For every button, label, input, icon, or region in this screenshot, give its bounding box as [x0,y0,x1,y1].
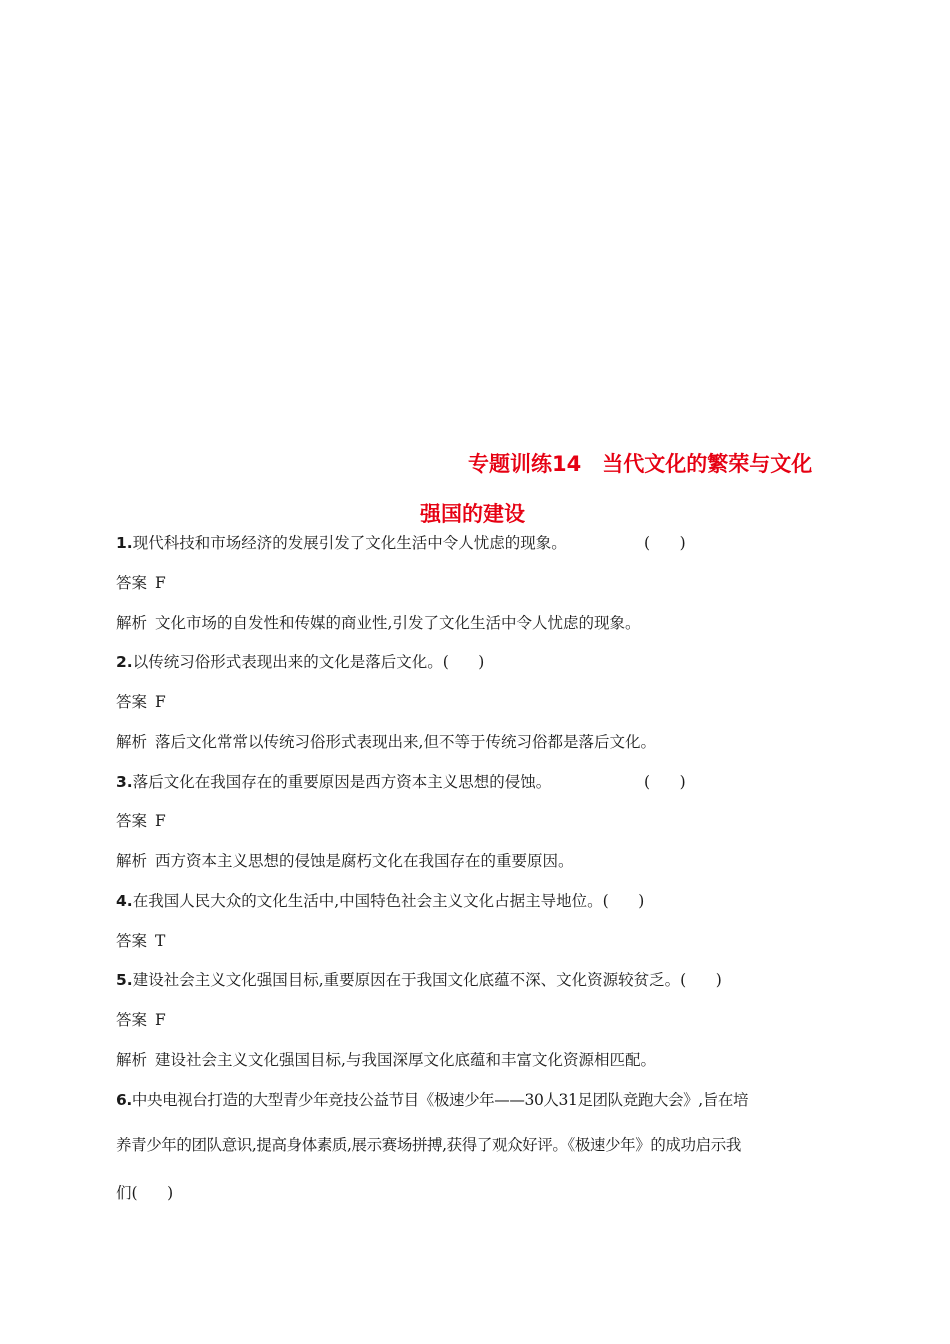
analysis-text: 建设社会主义文化强国目标,与我国深厚文化底蕴和丰富文化资源相匹配。 [155,1051,656,1069]
analysis-label: 解析 [116,1051,148,1069]
answer-row [116,691,166,713]
analysis-row [116,850,574,872]
question-6 [116,1089,748,1111]
question-number: 1. [116,534,133,552]
answer-label: 答案 [116,574,148,592]
answer-parenthesis: ( ) [644,773,686,791]
answer-label: 答案 [116,693,148,711]
question-5 [116,969,722,991]
analysis-row [116,612,640,634]
answer-row [116,572,166,594]
answer-value: T [155,932,166,950]
analysis-text: 落后文化常常以传统习俗形式表现出来,但不等于传统习俗都是落后文化。 [155,733,656,751]
question-text-line-3: 们 [116,1184,132,1202]
question-text: 落后文化在我国存在的重要原因是西方资本主义思想的侵蚀。 [132,773,552,791]
question-6-line-2: 养青少年的团队意识,提高身体素质,展示赛场拼搏,获得了观众好评。《极速少年》的成功启示我 [116,1136,741,1154]
question-number: 6. [116,1091,132,1109]
question-text: 建设社会主义文化强国目标,重要原因在于我国文化底蕴不深、文化资源较贫乏。 [132,971,681,989]
question-text: 在我国人民大众的文化生活中,中国特色社会主义文化占据主导地位。 [132,892,603,910]
question-3 [116,771,551,793]
question-text-line-1: 中央电视台打造的大型青少年竞技公益节目《极速少年——30人31足团队竞跑大会》,旨在培 [131,1091,749,1109]
analysis-row [116,1049,656,1071]
question-text: 以传统习俗形式表现出来的文化是落后文化。 [132,653,443,671]
question-4 [116,890,644,912]
question-number: 4. [116,892,133,910]
answer-parenthesis: ( ) [602,892,645,910]
answer-parenthesis: ( ) [131,1184,174,1202]
question-1 [116,532,567,554]
title-line-1: 专题训练14 当代文化的繁荣与文化 [468,452,813,476]
question-text: 现代科技和市场经济的发展引发了文化生活中令人忧虑的现象。 [132,534,567,552]
answer-value: F [155,1011,166,1029]
question-number: 3. [116,773,133,791]
analysis-row [116,731,656,753]
answer-label: 答案 [116,932,148,950]
analysis-text: 西方资本主义思想的侵蚀是腐朽文化在我国存在的重要原因。 [155,852,574,870]
analysis-label: 解析 [116,852,148,870]
answer-value: F [155,812,166,830]
answer-parenthesis: ( ) [680,971,722,989]
answer-row [116,810,166,832]
analysis-label: 解析 [116,614,148,632]
question-number: 5. [116,971,133,989]
answer-value: F [155,693,166,711]
answer-row [116,1009,166,1031]
answer-label: 答案 [116,812,148,830]
answer-value: F [155,574,166,592]
answer-label: 答案 [116,1011,148,1029]
answer-parenthesis: ( ) [644,534,686,552]
question-2 [116,651,484,673]
question-number: 2. [116,653,133,671]
title-line-2: 强国的建设 [420,502,525,526]
answer-parenthesis: ( ) [442,653,485,671]
question-6-line-3 [116,1182,173,1204]
analysis-text: 文化市场的自发性和传媒的商业性,引发了文化生活中令人忧虑的现象。 [155,614,641,632]
analysis-label: 解析 [116,733,148,751]
answer-row [116,930,165,952]
